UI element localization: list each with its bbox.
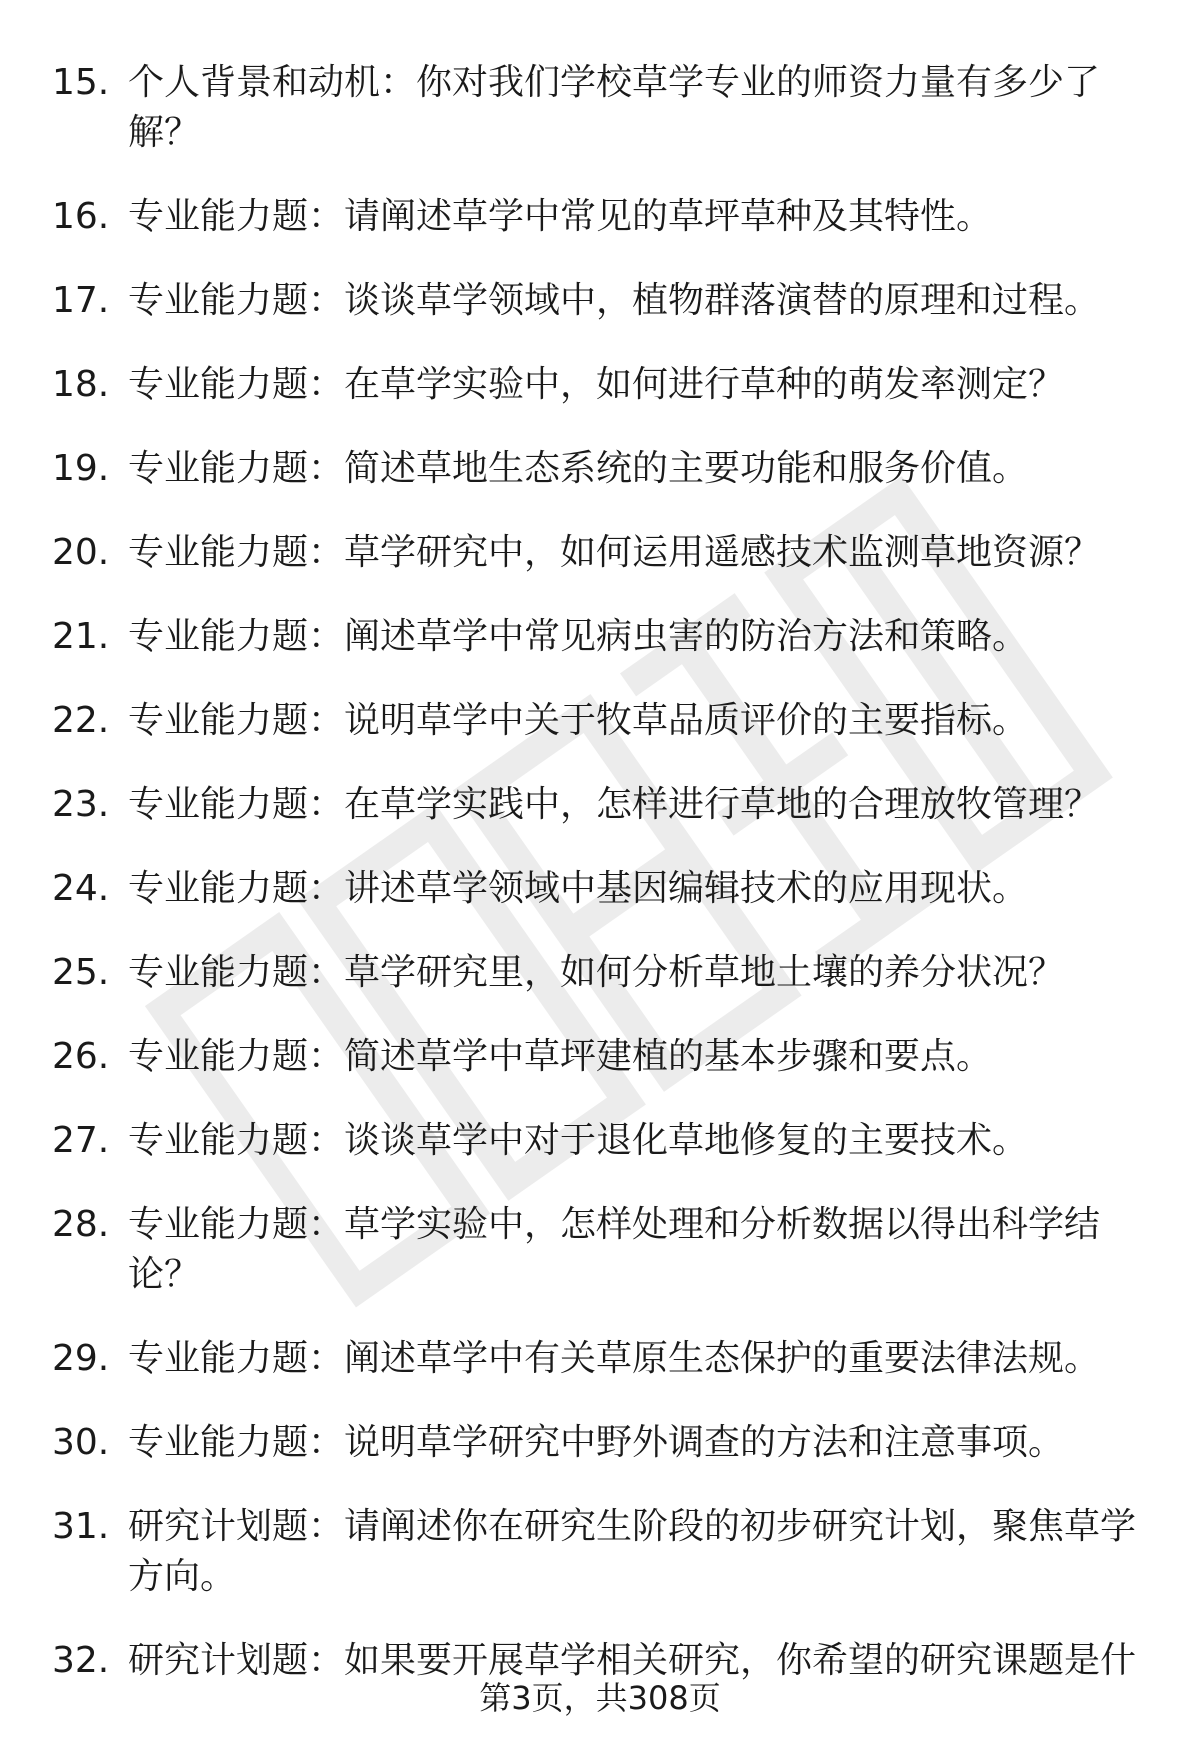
list-item — [0, 612, 1200, 662]
item-text: 专业能力题：在草学实验中，如何进行草种的萌发率测定？ — [128, 364, 1065, 405]
item-number: 24. — [52, 868, 110, 909]
list-item — [0, 780, 1200, 830]
item-text: 专业能力题：草学研究里，如何分析草地土壤的养分状况？ — [128, 952, 1065, 993]
item-number: 30. — [52, 1422, 110, 1463]
list-item — [0, 864, 1200, 914]
item-text: 专业能力题：谈谈草学领域中，植物群落演替的原理和过程。 — [128, 280, 1101, 321]
item-text: 专业能力题：谈谈草学中对于退化草地修复的主要技术。 — [128, 1120, 1029, 1161]
list-item — [0, 276, 1200, 326]
item-number: 20. — [52, 532, 110, 573]
item-text: 研究计划题：请阐述你在研究生阶段的初步研究计划，聚焦草学方向。 — [128, 1506, 1137, 1597]
question-list — [0, 58, 1200, 1720]
item-number: 27. — [52, 1120, 110, 1161]
item-number: 29. — [52, 1338, 110, 1379]
list-item — [0, 696, 1200, 746]
item-number: 17. — [52, 280, 110, 321]
item-text: 专业能力题：说明草学研究中野外调查的方法和注意事项。 — [128, 1422, 1065, 1463]
list-item — [0, 1334, 1200, 1384]
list-item — [0, 528, 1200, 578]
item-text: 专业能力题：讲述草学领域中基因编辑技术的应用现状。 — [128, 868, 1029, 909]
item-number: 15. — [52, 62, 110, 103]
list-item — [0, 948, 1200, 998]
list-item — [0, 192, 1200, 242]
item-number: 16. — [52, 196, 110, 237]
item-number: 25. — [52, 952, 110, 993]
item-text: 专业能力题：草学研究中，如何运用遥感技术监测草地资源？ — [128, 532, 1101, 573]
item-number: 23. — [52, 784, 110, 825]
item-number: 19. — [52, 448, 110, 489]
list-item — [0, 1200, 1200, 1300]
item-text: 专业能力题：在草学实践中，怎样进行草地的合理放牧管理？ — [128, 784, 1101, 825]
item-number: 22. — [52, 700, 110, 741]
list-item — [0, 1502, 1200, 1602]
item-number: 28. — [52, 1204, 110, 1245]
item-number: 18. — [52, 364, 110, 405]
item-number: 26. — [52, 1036, 110, 1077]
item-text: 专业能力题：草学实验中，怎样处理和分析数据以得出科学结论？ — [128, 1204, 1101, 1295]
item-text: 专业能力题：阐述草学中常见病虫害的防治方法和策略。 — [128, 616, 1029, 657]
item-text: 个人背景和动机：你对我们学校草学专业的师资力量有多少了解？ — [128, 62, 1101, 153]
item-text: 专业能力题：简述草学中草坪建植的基本步骤和要点。 — [128, 1036, 993, 1077]
item-text: 专业能力题：请阐述草学中常见的草坪草种及其特性。 — [128, 196, 993, 237]
item-text: 专业能力题：阐述草学中有关草原生态保护的重要法律法规。 — [128, 1338, 1101, 1379]
list-item — [0, 1116, 1200, 1166]
item-number: 31. — [52, 1506, 110, 1547]
item-text: 专业能力题：简述草地生态系统的主要功能和服务价值。 — [128, 448, 1029, 489]
list-item — [0, 444, 1200, 494]
list-item — [0, 1032, 1200, 1082]
item-text: 研究计划题：如果要开展草学相关研究，你希望的研究课题是什 — [128, 1640, 1137, 1681]
list-item — [0, 360, 1200, 410]
list-item — [0, 1418, 1200, 1468]
item-number: 32. — [52, 1640, 110, 1681]
list-item — [0, 58, 1200, 158]
item-number: 21. — [52, 616, 110, 657]
item-text: 专业能力题：说明草学中关于牧草品质评价的主要指标。 — [128, 700, 1029, 741]
page-footer: 第3页，共308页 — [479, 1679, 721, 1717]
